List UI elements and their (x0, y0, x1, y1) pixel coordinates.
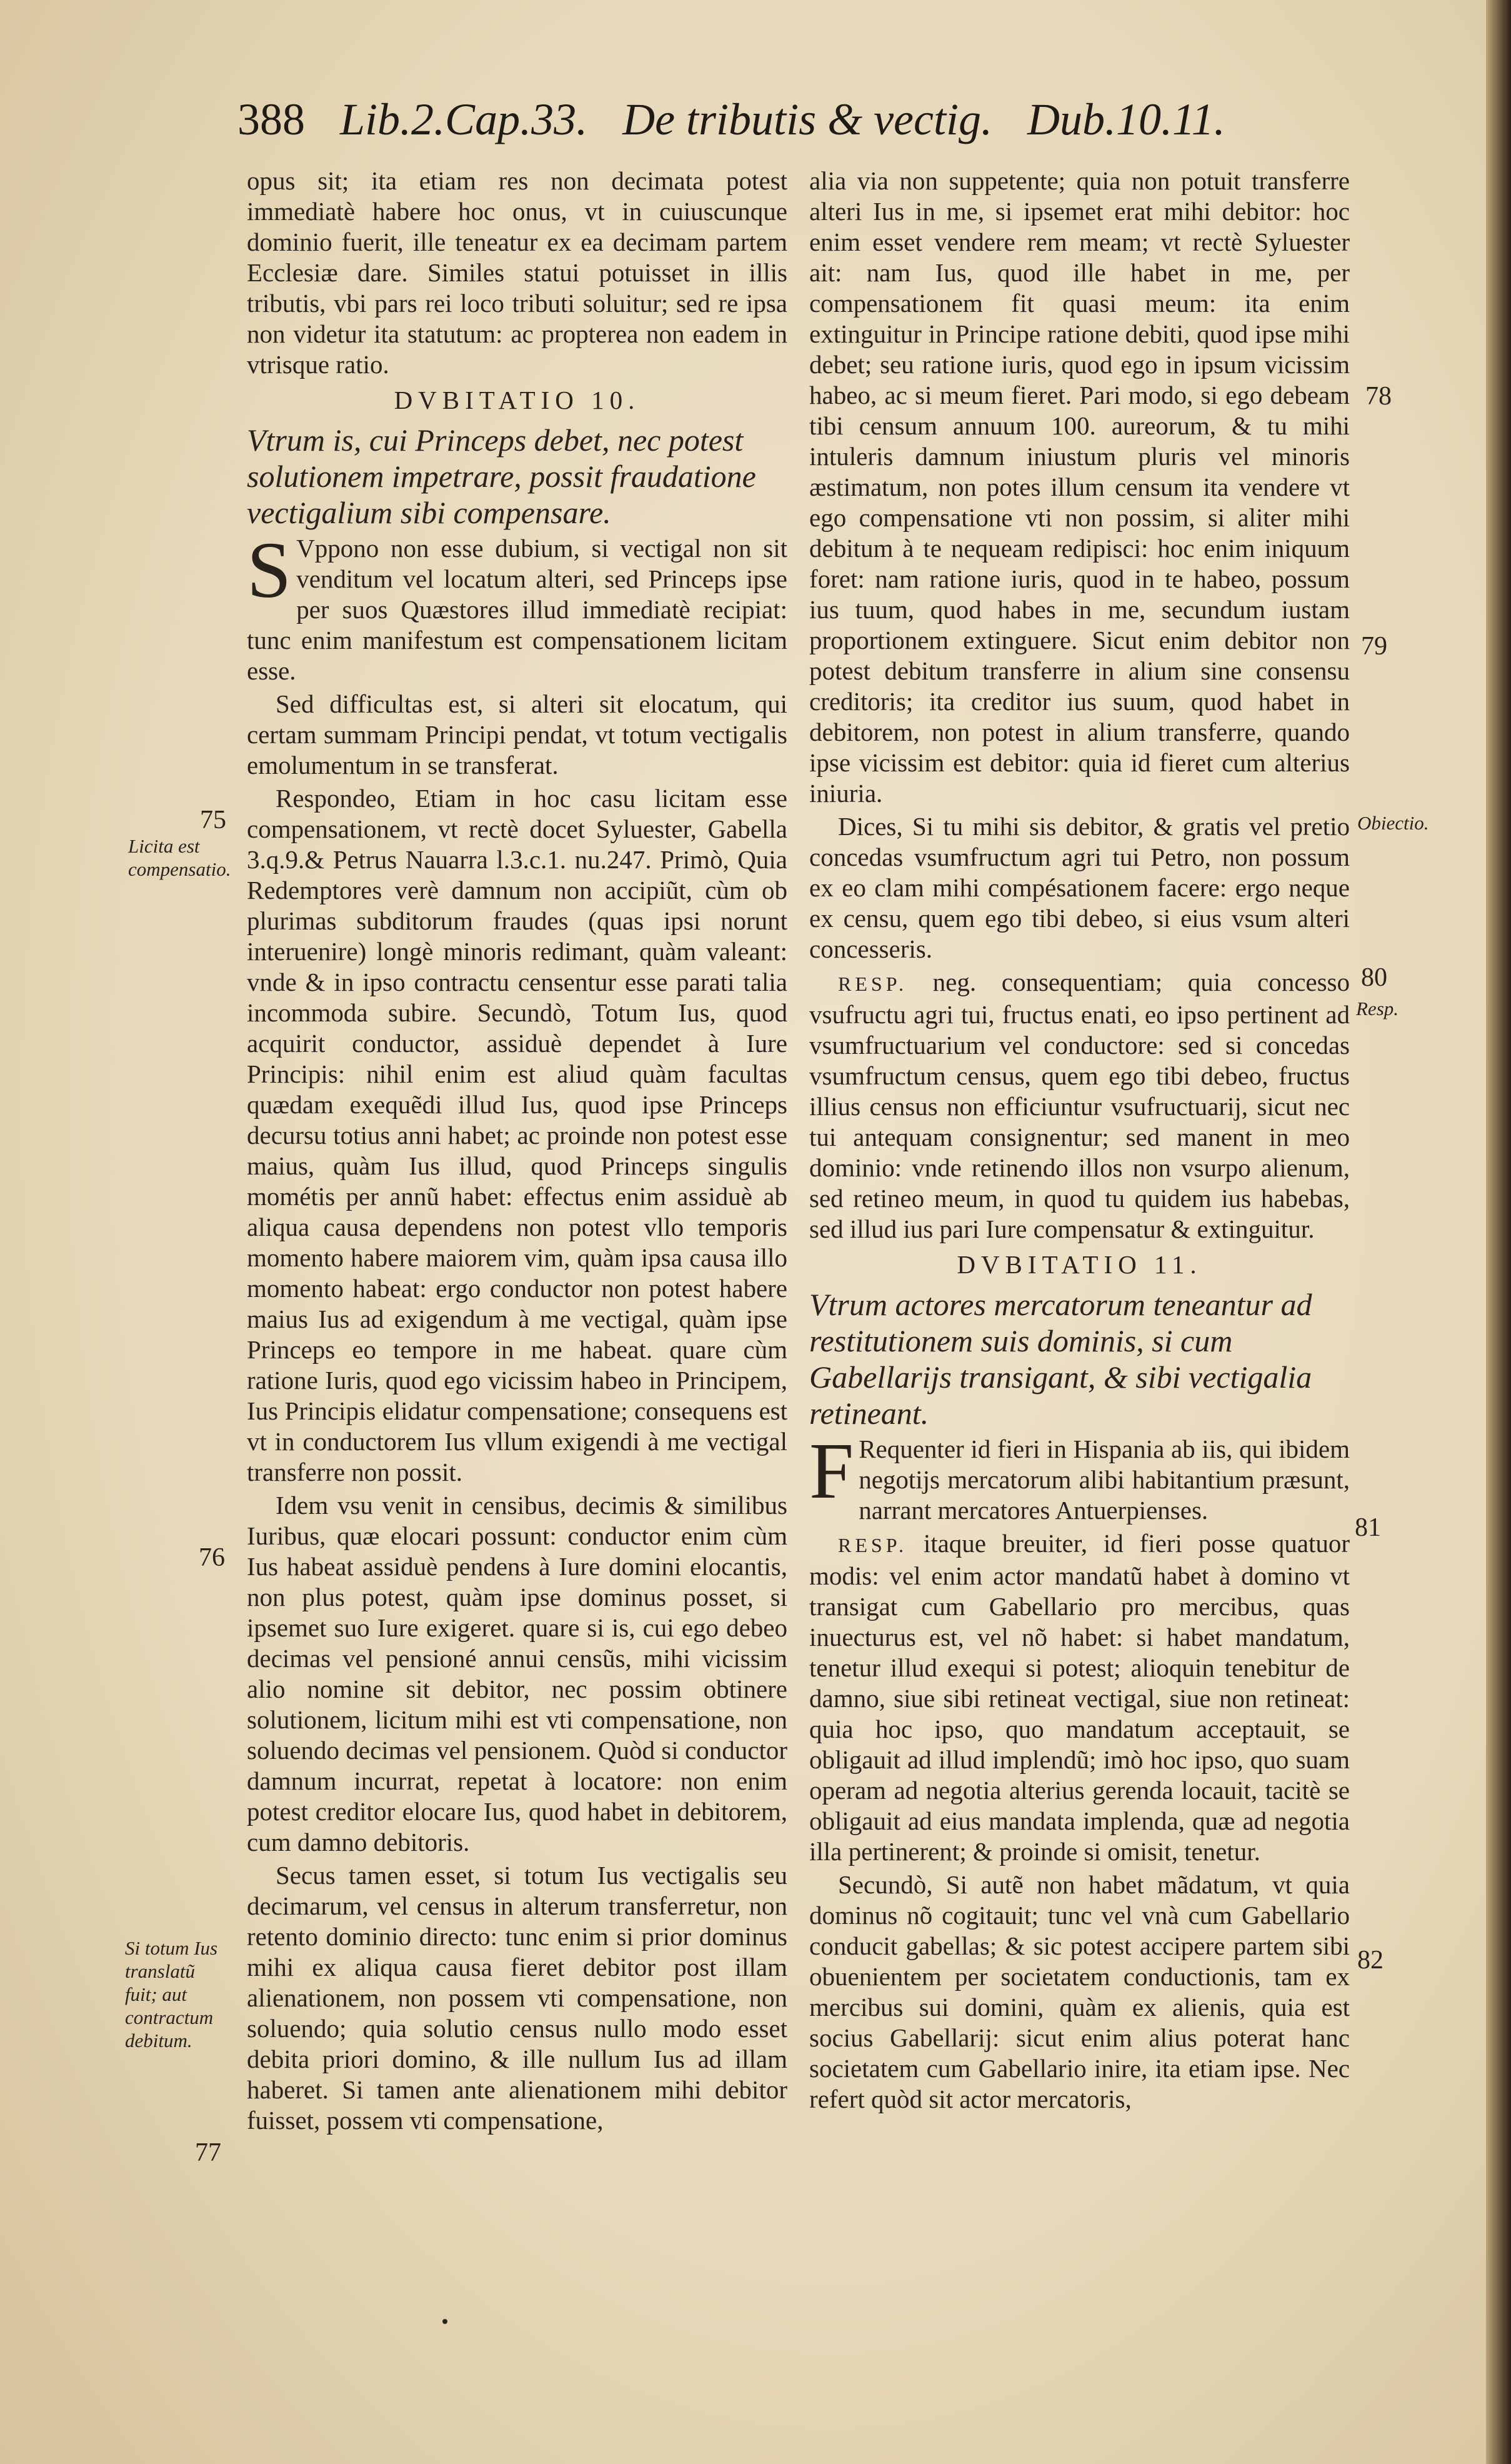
margin-number: 82 (1357, 1946, 1384, 1975)
margin-number: 81 (1355, 1513, 1381, 1542)
margin-number: 79 (1361, 632, 1387, 661)
margin-note: Obiectio. (1357, 812, 1429, 834)
dubitatio-range: Dub.10.11. (1027, 94, 1225, 144)
paragraph-text: Vppono non esse dubium, si vectigal non sit venditum vel locatum alteri, sed Princeps ipse per suos Quæstores illud immediatè recipiat: tunc enim manifestum est compensationem licitam esse. (247, 534, 787, 685)
paragraph: Secundò, Si autẽ non habet mãdatum, vt quia dominus nõ cogitauit; tunc vel vnà cum Gabellario conducit gabellas; & sic potest accipere partem sibi obuenientem per societatem conductionis, tam ex mercibus sui domini, quàm ex alienis, quia est socius Gabellarij: sicut enim alius poterat hanc societatem cum Gabellario inire, ita etiam ipse. Nec refert quòd sit actor mercatoris, (809, 1870, 1350, 2113)
dubitatio-heading: DVBITATIO 10. (394, 386, 641, 414)
book-chapter: Lib.2.Cap.33. (340, 94, 588, 144)
margin-note: Resp. (1356, 998, 1399, 1019)
paragraph: Sed difficultas est, si alteri sit elocatum, qui certam summam Principi pendat, vt totum vectigalis emolumentum in se transferat. (247, 689, 787, 779)
paragraph-text: itaque breuiter, id fieri posse quatuor modis: vel enim actor mandatũ habet à domino vt transigat cum Gabellario pro mercibus, quas inuecturus est, vel nõ habet: si habet mandatum, tenetur illud exequi si potest; alioquin tenebitur de damno, siue sibi retineat vectigal, siue non retineat: quia hoc ipso, quo mandatum acceptauit, se obligauit ad illud implendũ; imò hoc ipso, quo suam operam ad negotia alterius gerenda locauit, tacitè se obligauit ad eius mandata implenda, quæ ad negotia illa pertinerent; & proinde si omisit, tenetur. (809, 1529, 1350, 1866)
right-column (809, 166, 1350, 2117)
dubitatio-heading: DVBITATIO 11. (957, 1250, 1202, 1279)
margin-number: 80 (1361, 963, 1387, 992)
page-number: 388 (237, 94, 305, 144)
paragraph: Dices, Si tu mihi sis debitor, & gratis vel pretio concedas vsumfructum agri tui Petro, non possum ex eo clam mihi compésationem facere: ergo neque ex censu, quem ego tibi debeo, si eius vsum alteri concesseris. (809, 812, 1350, 963)
left-column (247, 166, 787, 2138)
resp-label: RESP. (838, 1534, 907, 1556)
question-title: Vtrum actores mercatorum teneantur ad restitutionem suis dominis, si cum Gabellarijs transigant, & sibi vectigalia retineant. (809, 1287, 1312, 1431)
paragraph (809, 1528, 1350, 1867)
running-title: De tributis & vectig. (622, 94, 992, 144)
drop-cap: F (809, 1426, 854, 1515)
drop-cap: S (247, 526, 292, 614)
margin-number: 77 (195, 2138, 221, 2167)
paragraph (809, 1426, 1350, 1526)
paragraph-text: Requenter id fieri in Hispania ab iis, qui ibidem negotijs mercatorum alibi habitantium præsunt, narrant mercatores Antuerpienses. (859, 1435, 1350, 1525)
margin-number: 76 (199, 1543, 225, 1572)
paragraph: Secus tamen esset, si totum Ius vectigalis seu decimarum, vel census in alterum transferretur, non retento dominio directo: tunc enim si prior dominus mihi ex aliqua causa fieret debitor post illam alienationem, non possem vti compensatione, non soluendo; quia solutio census nullo modo esset debita priori domino, & ille nullum Ius ad illam haberet. Si tamen ante alienationem mihi debitor fuisset, possem vti compensatione, (247, 1861, 787, 2135)
margin-number: 75 (200, 806, 226, 834)
resp-label: RESP. (838, 973, 907, 995)
paragraph: Idem vsu venit in censibus, decimis & similibus Iuribus, quæ elocari possunt: conductor enim cùm Ius habeat assiduè pendens à Iure domini elocantis, non plus potest, quàm ipse dominus posset, si ipsemet suo Iure exigeret. quare si is, cui ego debeo decimas vel pensioné annui censũs, mihi vicissim alio nomine sit debitor, nec possim obtinere solutionem, licitum mihi est vti compensatione, non soluendo decimas vel pensionem. Quòd si conductor damnum incurrat, repetat à locatore: non enim potest creditor elocare Ius, quod habet in debitorem, cum damno debitoris. (247, 1491, 787, 1856)
margin-note: Licita est compensatio. (128, 835, 231, 880)
paragraph-text: neg. consequentiam; quia concesso vsufructu agri tui, fructus enati, eo ipso pertinent ad vsumfructuarium vel conductore: sed si concedas vsumfructum census, quem ego tibi debeo, fructus illius census non efficiuntur vsufructuarij, sicut nec tui antequam consignentur; sed manent in meo dominio: vnde retinendo illos non vsurpo alienum, sed retineo meum, in quod tu quidem ius habebas, sed illud ius pari Iure compensatur & extinguitur. (809, 968, 1350, 1243)
paragraph: alia via non suppetente; quia non potuit transferre alteri Ius in me, si ipsemet erat mihi debitor: hoc enim esset vendere rem meam; vt rectè Syluester ait: nam Ius, quod ille habet in me, per compensationem fit quasi meum: ita enim extinguitur in Principe ratione debiti, quod ipse mihi debet; seu ratione iuris, quod ego in ipsum vicissim habeo, ac si meum fieret. Pari modo, si ego debeam tibi censum annuum 100. aureorum, & tu mihi intuleris damnum iniustum pluris vel minoris æstimatum, non potes illum censum ita vendere vt ego compensatione vti non possim, si aliter mihi debitum à te nequeam redipisci: hoc enim iniquum foret: nam ratione iuris, quod in te habeo, possum ius tuum, quod habes in me, secundum iustam proportionem extinguere. Sicut enim debitor non potest debitum transferre in alium sine consensu creditoris; ita creditor ius suum, quod habet in debitorem, non potest in alium transferre, quando ipse vicissim est debitor: quia id fieret cum alterius iniuria. (809, 166, 1350, 808)
question-title: Vtrum is, cui Princeps debet, nec potest solutionem impetrare, possit fraudatione vectigalium sibi compensare. (247, 423, 756, 530)
margin-note: Si totum Ius translatũ fuit; aut contractum debitum. (125, 1937, 218, 2051)
paragraph (809, 967, 1350, 1245)
paragraph (247, 526, 787, 686)
running-header (237, 94, 1312, 163)
binding-gutter (1486, 0, 1511, 2464)
paragraph: Respondeo, Etiam in hoc casu licitam esse compensationem, vt rectè docet Syluester, Gabella 3.q.9.& Petrus Nauarra l.3.c.1. nu.247. Primò, Quia Redemptores verè damnum non accipiũt, cùm ob plurimas subditorum fraudes (quas ipsi norunt interuenire) longè minoris redimant, quàm valeant: vnde & in ipso contractu censentur esse parati talia incommoda subire. Secundò, Totum Ius, quod acquirit conductor, assiduè dependet à Iure Principis: nihil enim est aliud quàm facultas quædam exequẽdi illud Ius, quod ipse Princeps decursu totius anni habet; ac proinde non potest esse maius, quàm Ius illud, quod Princeps singulis mométis per annũ habet: effectus enim assiduè ab aliqua causa dependens non potest vllo temporis momento habere maiorem vim, quàm ipsa causa illo momento habeat: ergo conductor non potest habere maius Ius ad exigendum à me vectigal, quàm ipse Princeps eo tempore in me habeat. quare cùm ratione Iuris, quod ego vicissim habeo in Principem, Ius Principis elidatur compensatione; consequens est vt in conductorem Ius vllum exigendi à me vectigal transferre non possit. (247, 784, 787, 1486)
ink-speck (442, 2319, 447, 2324)
paragraph: opus sit; ita etiam res non decimata potest immediatè habere hoc onus, vt in cuiuscunque dominio fuerit, ille teneatur ex ea decimam partem Ecclesiæ dare. Similes statui potuisset in illis tributis, vbi pars rei loco tributi soluitur; sed re ipsa non videtur ita statutum: ac propterea non eadem in vtrisque ratio. (247, 166, 787, 379)
margin-number: 78 (1365, 382, 1392, 411)
